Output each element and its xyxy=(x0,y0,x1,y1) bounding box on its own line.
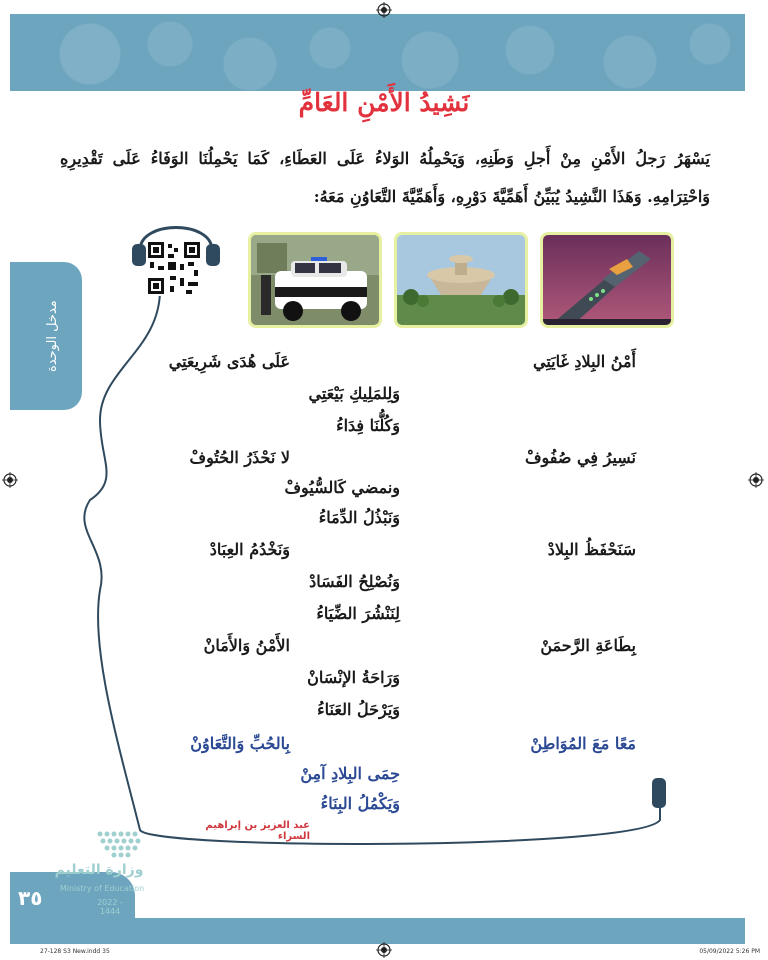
registration-mark-icon xyxy=(376,2,392,18)
verse-right: سَنَحْفَظُ البِلادْ xyxy=(547,540,636,559)
verse-left: لا نَحْذَرُ الحُتُوفْ xyxy=(189,448,290,467)
footer-file-name: 27-128 S3 New.indd 35 xyxy=(40,948,110,955)
verse-left: بِالحُبِّ وَالتَّعَاوُنْ xyxy=(190,734,290,753)
ministry-logo-icon xyxy=(94,828,146,858)
verse-right: أَمْنُ البِلادِ غَايَتِي xyxy=(532,352,636,371)
verse-middle: وَرَاحَةُ الإنْسَانْ xyxy=(307,668,400,687)
bottom-decorative-band xyxy=(10,918,745,944)
ministry-name-english: Ministry of Education xyxy=(59,884,145,893)
footer-date: 05/09/2022 5:26 PM xyxy=(699,948,760,955)
registration-mark-icon xyxy=(748,472,764,488)
verse-middle: وَيَكْمُلُ البِنَاءُ xyxy=(320,794,400,813)
verse-right: بِطَاعَةِ الرَّحمَنْ xyxy=(540,636,636,655)
verse-middle: وَلِلمَلِيكِ بَيْعَتِي xyxy=(308,384,400,403)
verse-middle: وَنَبْذُلُ الدِّمَاءُ xyxy=(318,508,400,527)
verse-right: مَعًا مَعَ المُوَاطِنْ xyxy=(530,734,636,753)
verse-middle: وَيَرْحَلُ العَنَاءُ xyxy=(317,700,400,719)
verse-middle: لِنَنْشُرَ الضِّيَاءُ xyxy=(316,604,400,623)
intro-paragraph: يَسْهَرُ رَجلُ الأَمْنِ مِنْ أَجلِ وَطَنِهِ، وَيَحْمِلُهُ الوَلاءُ عَلَى العَطَاءِ، كَمَا يَحْمِلُنَا الوَفَاءُ عَلَى تَقْدِيرِهِ وَاحْتِرَامِهِ. وَهَذَا النَّشِيدُ يُبَيِّنُ أَهَمِّيَّةَ دَوْرِهِ، وَأَهَمِّيَّةَ التَّعَاوُنِ مَعَهُ: xyxy=(60,149,710,206)
verse-left: عَلَى هُدَى شَرِيعَتِي xyxy=(168,352,290,371)
page-title: نَشِيدُ الأَمْنِ العَامِّ xyxy=(298,88,470,117)
verse-middle: وَكُلُّنَا فِدَاءُ xyxy=(336,416,400,435)
verse-left: وَنَخْدُمُ العِبَادْ xyxy=(209,540,290,559)
verse-middle: حِمَى البِلادِ آمِنْ xyxy=(300,764,400,783)
qr-code[interactable] xyxy=(146,240,202,296)
ministry-name-arabic: وزارة التعليم xyxy=(54,862,144,878)
registration-mark-icon xyxy=(2,472,18,488)
top-decorative-band xyxy=(10,14,745,91)
registration-mark-icon xyxy=(376,942,392,958)
verse-middle: ونمضي كَالسُّيُوفْ xyxy=(284,478,400,497)
verse-left: الأَمْنُ وَالأَمَانْ xyxy=(203,636,290,655)
page-number: ٣٥ xyxy=(18,886,43,910)
verse-right: نَسِيرُ فِي صُفُوفْ xyxy=(524,448,636,467)
verse-middle: وَنُصْلِحُ الفَسَادْ xyxy=(309,572,400,591)
ministry-year: 2022 - 1444 xyxy=(97,898,123,916)
poem-author: عبد العزيز بن إبراهيم السراء xyxy=(205,820,310,842)
side-tab-label: مدخل الوحدة xyxy=(45,300,60,372)
